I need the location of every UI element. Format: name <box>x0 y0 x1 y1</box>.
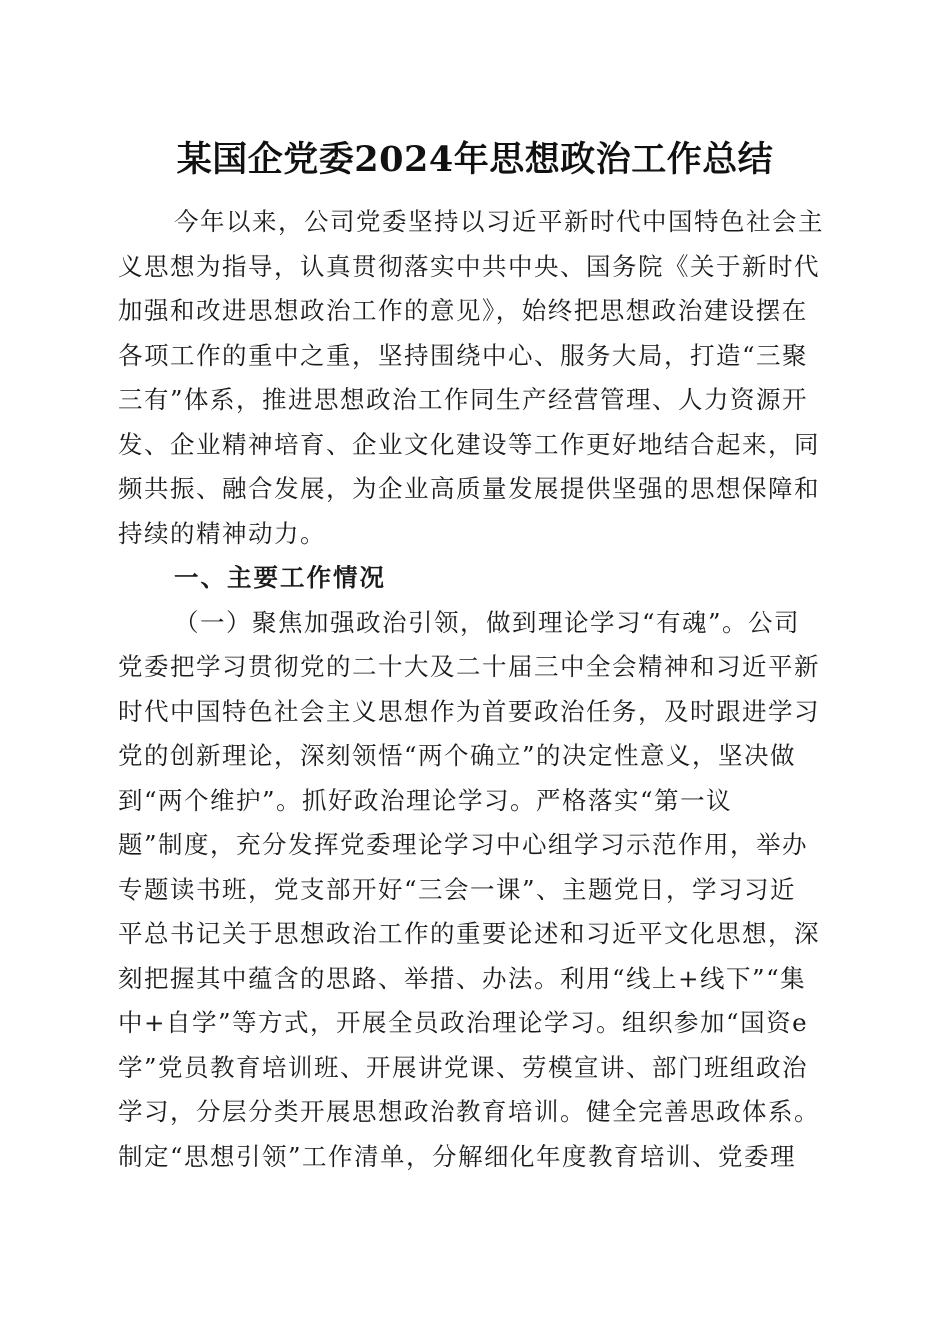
document-title: 某国企党委2024年思想政治工作总结 <box>176 139 774 180</box>
paragraph-line: 中+自学”等方式，开展全员政治理论学习。组织参加“国资e <box>118 1008 809 1037</box>
paragraph-line: 学”党员教育培训班、开展讲党课、劳模宣讲、部门班组政治 <box>118 1052 809 1082</box>
paragraph-line: 制定“思想引领”工作清单，分解细化年度教育培训、党委理 <box>118 1141 797 1171</box>
section-heading: 一、主要工作情况 <box>174 563 386 592</box>
paragraph-line: 时代中国特色社会主义思想作为首要政治任务，及时跟进学习 <box>118 696 820 726</box>
paragraph-line: 加强和改进思想政治工作的意见》，始终把思想政治建设摆在 <box>118 296 808 325</box>
paragraph-line: 党的创新理论，深刻领悟“两个确立”的决定性意义，坚决做 <box>118 741 797 770</box>
paragraph-line: （一）聚焦加强政治引领，做到理论学习“有魂”。公司 <box>174 607 801 637</box>
paragraph-line: 学习，分层分类开展思想政治教育培训。健全完善思政体系。 <box>118 1097 820 1126</box>
paragraph-line: 持续的精神动力。 <box>118 518 326 548</box>
paragraph-line: 专题读书班，党支部开好“三会一课”、主题党日，学习习近 <box>118 874 797 904</box>
paragraph-line: 平总书记关于思想政治工作的重要论述和习近平文化思想，深 <box>118 919 820 948</box>
document-body <box>118 200 824 1179</box>
paragraph-line: 发、企业精神培育、企业文化建设等工作更好地结合起来，同 <box>118 429 820 459</box>
paragraph-line: 今年以来，公司党委坚持以习近平新时代中国特色社会主 <box>174 207 824 236</box>
paragraph-line: 刻把握其中蕴含的思路、举措、办法。利用“线上+线下”“集 <box>118 963 807 993</box>
paragraph-line: 三有”体系，推进思想政治工作同生产经营管理、人力资源开 <box>118 385 809 414</box>
paragraph-line: 到“两个维护”。抓好政治理论学习。严格落实“第一议 <box>118 785 733 815</box>
paragraph-line: 各项工作的重中之重，坚持围绕中心、服务大局，打造“三聚 <box>118 340 809 370</box>
paragraph-line: 义思想为指导，认真贯彻落实中共中央、国务院《关于新时代 <box>118 251 820 281</box>
paragraph-line: 频共振、融合发展，为企业高质量发展提供坚强的思想保障和 <box>118 474 820 503</box>
paragraph-line: 题”制度，充分发挥党委理论学习中心组学习示范作用，举办 <box>118 830 809 859</box>
paragraph-line: 党委把学习贯彻党的二十大及二十届三中全会精神和习近平新 <box>118 652 820 681</box>
